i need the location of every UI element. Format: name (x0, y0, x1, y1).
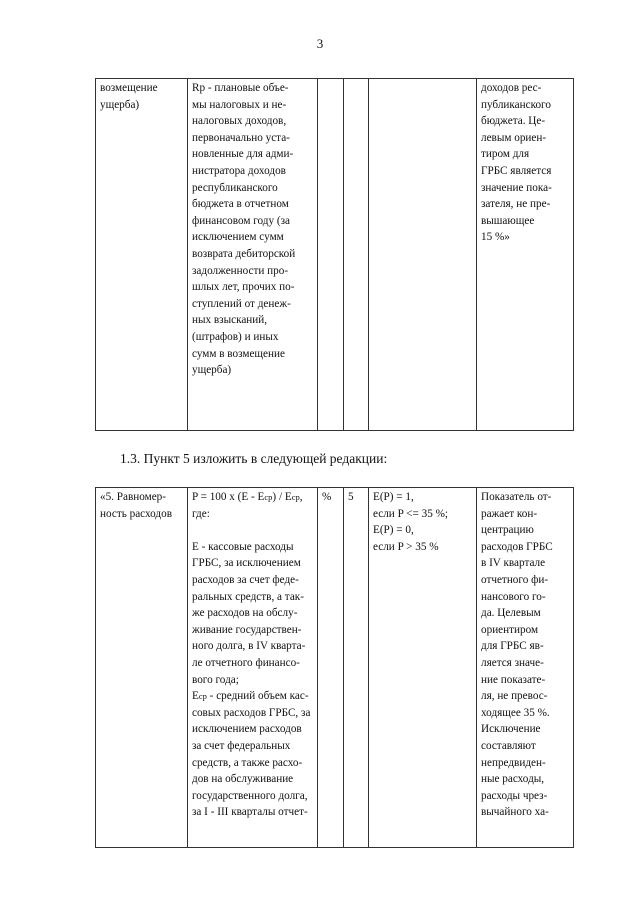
text-line: за I - III кварталы отчет- (192, 806, 308, 819)
text-line: государственного долга, (192, 789, 308, 802)
text-line: расходов ГРБС (481, 540, 553, 553)
formula-cell (188, 79, 318, 431)
formula-line (192, 489, 313, 506)
text-line: если P > 35 % (373, 540, 439, 553)
weight-cell (344, 488, 369, 848)
blank-line (192, 522, 313, 539)
subscript: ср (198, 691, 207, 702)
text-line: ущерба) (192, 364, 232, 377)
text-line: же расходов на обслу- (192, 607, 298, 620)
table-row (96, 79, 574, 431)
text-line: доходов рес- (481, 82, 542, 94)
text-line: ность расходов (100, 507, 172, 520)
text-line: шлых лет, прочих по- (192, 281, 295, 294)
text-line: E - кассовые расходы (192, 540, 294, 553)
text-line: задолженности про- (192, 264, 289, 277)
text-line: республиканского (192, 181, 278, 194)
formula-text: P = 100 x (E - E (192, 491, 265, 503)
text-line: ущерба) (100, 98, 140, 111)
text-line: для ГРБС яв- (481, 640, 544, 653)
ecp-line (192, 688, 313, 705)
text-line: да. Целевым (481, 607, 541, 620)
text-line: левым ориен- (481, 131, 547, 144)
text-line: ние показате- (481, 673, 546, 686)
text-line: если P <= 35 %; (373, 507, 449, 520)
text-line: совых расходов ГРБС, за (192, 706, 311, 719)
text-line: Rp - плановые объе- (192, 82, 289, 94)
text-line: вычайного ха- (481, 806, 549, 819)
text-line: Исключение (481, 723, 541, 736)
text-line: (штрафов) и иных (192, 330, 279, 343)
text-line: в IV квартале (481, 557, 546, 570)
text-line: ного долга, в IV кварта- (192, 640, 306, 653)
text-line: ных взысканий, (192, 314, 268, 327)
text-line: бюджета. Це- (481, 115, 546, 128)
unit-cell (318, 79, 344, 431)
text-line: новленные для адми- (192, 148, 294, 161)
weight-text: 5 (348, 491, 354, 503)
formula-text: , (299, 491, 303, 503)
text-line: ГРБС является (481, 164, 552, 177)
formula-cell (188, 488, 318, 848)
text-line: ле отчетного финансо- (192, 656, 300, 669)
text-line: за счет федеральных (192, 739, 291, 752)
text-line: нистратора доходов (192, 164, 286, 177)
text-line: нансового го- (481, 590, 546, 603)
text-line: 15 %» (481, 231, 510, 244)
text-line: дов на обслуживание (192, 773, 294, 786)
text-line: сумм в возмещение (192, 347, 285, 360)
text-line: бюджета в отчетном (192, 198, 289, 211)
text-line: ориентиром (481, 623, 539, 636)
indicator-name-cell (96, 488, 188, 848)
formula-text: - средний объем кас- (206, 690, 309, 703)
text-line: центрацию (481, 524, 534, 537)
weight-cell (344, 79, 369, 431)
text-line: возмещение (100, 82, 158, 94)
formula-text: ) / E (272, 491, 292, 503)
text-line: живание государствен- (192, 623, 302, 636)
comment-cell (477, 79, 574, 431)
text-line: ляется значе- (481, 656, 544, 669)
text-line: ля, не превос- (481, 690, 548, 703)
text-line: финансовом году (за (192, 214, 290, 227)
text-line: мы налоговых и не- (192, 98, 287, 111)
text-line: ходящее 35 %. (481, 706, 550, 719)
table-indicator-5 (95, 487, 574, 848)
text-line: ральных средств, а так- (192, 590, 304, 603)
text-line: первоначально уста- (192, 131, 290, 144)
text-line: ступлений от денеж- (192, 297, 291, 310)
text-line: «5. Равномер- (100, 491, 166, 503)
indicator-name-cell (96, 79, 188, 431)
evaluation-cell (369, 79, 477, 431)
text-line: значение пока- (481, 181, 552, 194)
text-line: налоговых доходов, (192, 115, 287, 128)
text-line: ражает кон- (481, 507, 538, 520)
text-line: расходы чрез- (481, 789, 548, 802)
text-line: Показатель от- (481, 491, 552, 503)
table-row (96, 488, 574, 848)
text-line: ГРБС, за исключением (192, 557, 301, 570)
subscript: ср (264, 492, 273, 502)
text-line: ные расходы, (481, 773, 545, 786)
text-line: отчетного фи- (481, 573, 549, 586)
section-heading: 1.3. Пункт 5 изложить в следующей редакции: (120, 451, 388, 466)
text-line: где: (192, 507, 210, 520)
unit-text: % (322, 491, 332, 503)
text-line: публиканского (481, 98, 551, 111)
text-line: вого года; (192, 673, 239, 686)
subscript: ср (291, 492, 300, 502)
text-line: вышающее (481, 214, 535, 227)
text-line: E(P) = 0, (373, 524, 414, 537)
text-line: расходов за счет феде- (192, 573, 299, 586)
text-line: исключением сумм (192, 231, 284, 244)
formula-text: E (192, 690, 199, 703)
text-line: возврата дебиторской (192, 247, 296, 260)
page-number: 3 (316, 36, 324, 51)
text-line: непредвиден- (481, 756, 546, 769)
text-line: средств, а также расхо- (192, 756, 303, 769)
comment-cell (477, 488, 574, 848)
text-line: E(P) = 1, (373, 491, 414, 503)
text-line: исключением расходов (192, 723, 302, 736)
unit-cell (318, 488, 344, 848)
evaluation-cell (369, 488, 477, 848)
table-continuation (95, 78, 574, 431)
text-line: тиром для (481, 148, 530, 161)
text-line: составляют (481, 739, 536, 752)
text-line: зателя, не пре- (481, 198, 551, 211)
